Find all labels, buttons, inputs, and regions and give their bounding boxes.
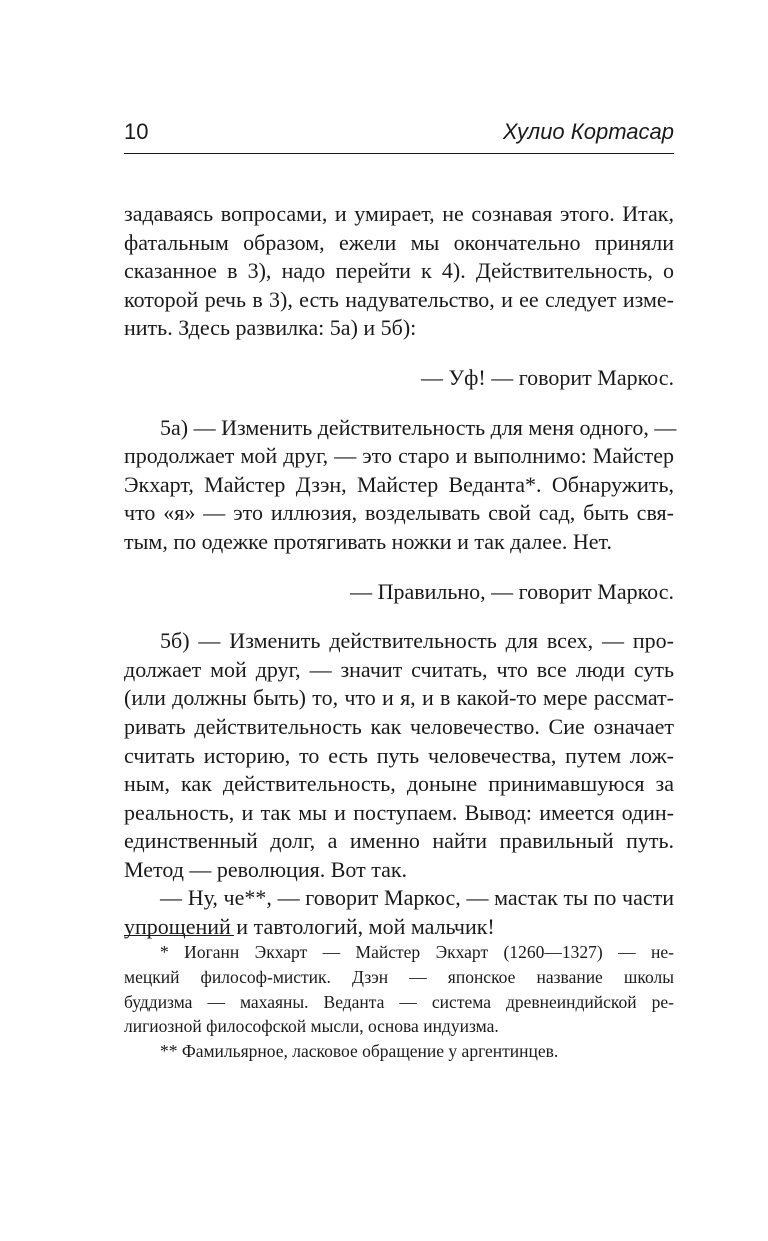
text-line: 5а) — Изменить действительность для меня одного, — [160, 414, 677, 440]
page-number: 10 [124, 119, 149, 144]
running-title: Хулио Кортасар [502, 119, 674, 144]
footnote-line: лигиозной философской мысли, основа индуизма. [124, 1016, 499, 1037]
text-line: Экхарт, Майстер Дзэн, Майстер Веданта*. Обнаружить, [124, 471, 674, 497]
text-line: — Правильно, — говорит Маркос. [350, 578, 674, 604]
text-line: должает мой друг, — значит считать, что все люди суть [124, 656, 674, 682]
footnote-line: ** Фамильярное, ласковое обращение у аргентинцев. [160, 1041, 559, 1062]
text-line: задаваясь вопросами, и умирает, не сознавая этого. Итак, [124, 201, 674, 226]
text-line: фатальным образом, ежели мы окончательно приняли [124, 229, 674, 255]
footnote-line: мецкий философ-мистик. Дзэн — японское название школы [124, 966, 674, 987]
text-line: что «я» — это иллюзия, возделывать свой сад, быть свя- [124, 500, 674, 526]
paragraph-gap [124, 393, 674, 414]
footnotes [124, 940, 674, 1064]
text-line: реальность, и так мы и поступаем. Вывод: имеется один- [124, 799, 674, 825]
page-header [124, 117, 674, 154]
text-line: единственный долг, а именно найти правильный путь. [124, 828, 674, 854]
text-line: нить. Здесь развилка: 5а) и 5б): [124, 315, 417, 341]
text-line: продолжает мой друг, — это старо и выполнимо: Майстер [124, 443, 674, 469]
main-text [124, 200, 677, 942]
text-line: (или должны быть) то, что и я, и в какой-то мере рассмат- [124, 685, 674, 711]
text-line: ривать действительность как человечество. Сие означает [124, 713, 674, 739]
text-line: — Ну, че**, — говорит Маркос, — мастак ты по части [160, 885, 674, 911]
footnote-line: буддизма — махаяны. Веданта — система древнеиндийской ре- [124, 991, 674, 1012]
text-line: которой речь в 3), есть надувательство, и ее следует изме- [124, 286, 674, 312]
paragraph-gap [124, 343, 674, 364]
paragraph-gap [124, 606, 674, 627]
text-line: упрощений и тавтологий, мой мальчик! [124, 914, 495, 940]
text-line: считать историю, то есть путь человечества, путем лож- [124, 742, 674, 768]
text-line: — Уф! — говорит Маркос. [421, 364, 674, 390]
text-line: Метод — революция. Вот так. [124, 856, 408, 882]
text-line: 5б) — Изменить действительность для всех, — про- [160, 628, 674, 654]
text-line: ным, как действительность, доныне принимавшуюся за [124, 771, 674, 797]
text-line: сказанное в 3), надо перейти к 4). Действительность, о [124, 258, 674, 284]
footnote-line: * Иоганн Экхарт — Майстер Экхарт (1260—1327) — не- [160, 942, 674, 962]
text-line: тым, по одежке протягивать ножки и так далее. Нет. [124, 528, 612, 554]
paragraph-gap [124, 557, 674, 578]
footnote-divider [124, 935, 234, 936]
